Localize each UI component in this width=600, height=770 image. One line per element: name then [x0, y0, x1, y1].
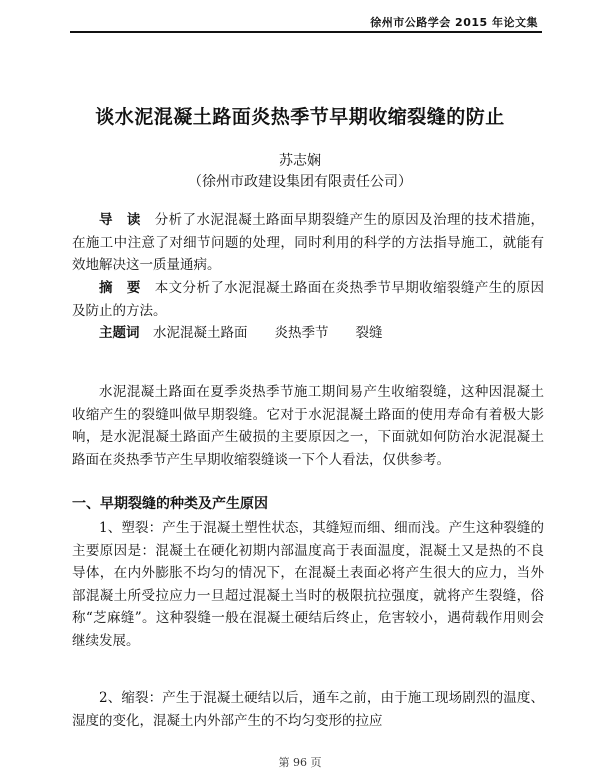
- page-number: 第 96 页: [278, 756, 322, 769]
- abstract-label: 摘 要: [99, 280, 141, 296]
- author-name: 苏志娴: [279, 153, 321, 169]
- lead-text: 分析了水泥混凝土路面早期裂缝产生的原因及治理的技术措施，在施工中注意了对细节问题的处理，同时利用的科学的方法指导施工，就能有效地解决这一质量通病。: [72, 212, 545, 273]
- keywords-paragraph: [72, 322, 544, 345]
- author-affiliation: （徐州市政建设集团有限责任公司）: [188, 174, 412, 190]
- abstract-paragraph: [72, 277, 544, 322]
- lead-paragraph: [72, 209, 544, 277]
- paragraph-shrinkage-cracks: 2、缩裂：产生于混凝土硬结以后，通车之前，由于施工现场剧烈的温度、湿度的变化，混凝土内外部产生的不均匀变形的拉应: [72, 690, 544, 729]
- lead-label: 导 读: [99, 212, 141, 228]
- paragraph-plastic-cracks: 1、塑裂：产生于混凝土塑性状态，其缝短而细、细而浅。产生这种裂缝的主要原因是：混凝土在硬化初期内部温度高于表面温度，混凝土又是热的不良导体，在内外膨胀不均匀的情况下，在混凝土表面必将产生很大的应力，当外部混凝土所受拉应力一旦超过混凝土当时的极限抗拉强度，就将产生裂缝，俗称“芝麻缝”。这种裂缝一般在混凝土硬结后终止，危害较小，遇荷载作用则会继续发展。: [72, 520, 544, 649]
- article-title: 谈水泥混凝土路面炎热季节早期收缩裂缝的防止: [95, 106, 505, 128]
- keywords-label: 主题词: [99, 325, 140, 341]
- header-rule: [70, 31, 542, 33]
- keywords-text: 水泥混凝土路面 炎热季节 裂缝: [153, 325, 383, 341]
- intro-paragraph: 水泥混凝土路面在夏季炎热季节施工期间易产生收缩裂缝，这种因混凝土收缩产生的裂缝叫做早期裂缝。它对于水泥混凝土路面的使用寿命有着极大影响，是水泥混凝土路面产生破损的主要原因之一，下面就如何防治水泥混凝土路面在炎热季节产生早期收缩裂缝谈一下个人看法，仅供参考。: [72, 384, 544, 468]
- running-header: 徐州市公路学会 2015 年论文集: [370, 16, 538, 29]
- section-heading: 一、早期裂缝的种类及产生原因: [72, 496, 268, 512]
- abstract-text: 本文分析了水泥混凝土路面在炎热季节早期收缩裂缝产生的原因及防止的方法。: [72, 280, 545, 319]
